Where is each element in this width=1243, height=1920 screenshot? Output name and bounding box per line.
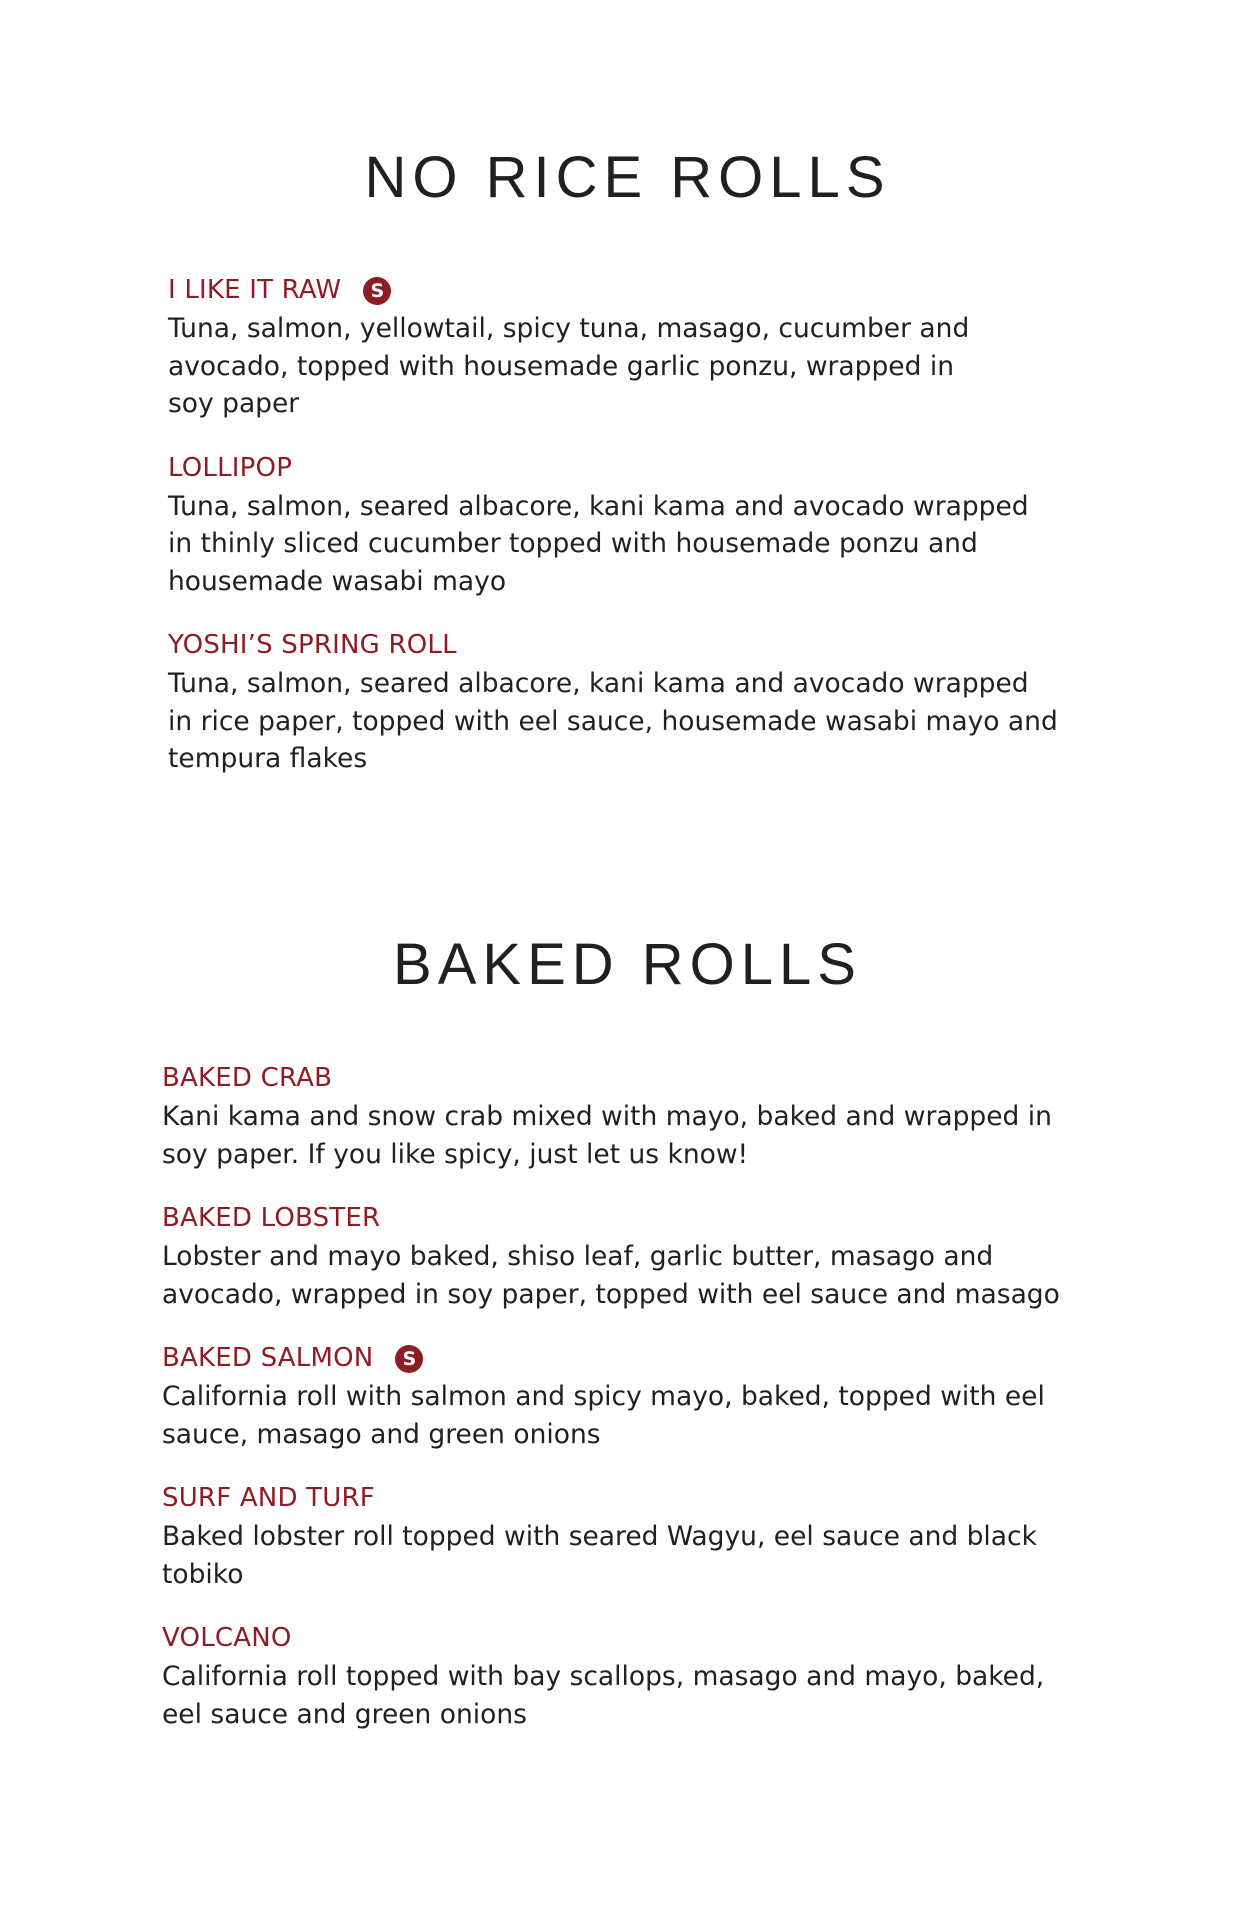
baked-rolls-section <box>0 925 1243 1758</box>
menu-item <box>168 270 1068 423</box>
section-title-no-rice-rolls: NO RICE ROLLS <box>364 145 891 210</box>
description-line: avocado, topped with housemade garlic ponzu, wrapped in <box>168 350 954 382</box>
baked-rolls-list <box>162 1058 1082 1733</box>
menu-item-header <box>162 1618 1082 1658</box>
menu-item-header <box>168 448 1068 488</box>
menu-item <box>162 1478 1082 1593</box>
description-line: Baked lobster roll topped with seared Wagyu, eel sauce and black <box>162 1521 1037 1552</box>
menu-item-name: I LIKE IT RAW <box>168 275 342 305</box>
description-line: Tuna, salmon, seared albacore, kani kama and avocado wrapped <box>168 668 1029 699</box>
spicy-icon: S <box>395 1345 423 1373</box>
menu-item-header <box>162 1198 1082 1238</box>
menu-item-description <box>162 1238 1082 1313</box>
menu-item-name: YOSHI’S SPRING ROLL <box>168 630 457 660</box>
description-line: Tuna, salmon, seared albacore, kani kama and avocado wrapped <box>168 490 1029 522</box>
menu-item-description <box>162 1658 1082 1733</box>
menu-item <box>168 625 1068 778</box>
description-line: California roll topped with bay scallops, masago and mayo, baked, <box>162 1661 1045 1692</box>
menu-item-header <box>162 1338 1082 1378</box>
description-line: tempura flakes <box>168 743 368 774</box>
menu-item-description <box>162 1098 1082 1173</box>
menu-item-name: VOLCANO <box>162 1623 292 1653</box>
spicy-icon: S <box>363 277 391 305</box>
menu-item-name: SURF AND TURF <box>162 1483 375 1513</box>
description-line: Tuna, salmon, yellowtail, spicy tuna, masago, cucumber and <box>168 313 970 344</box>
menu-item <box>162 1618 1082 1733</box>
menu-item <box>168 448 1068 601</box>
description-line: eel sauce and green onions <box>162 1698 527 1730</box>
menu-item-description <box>168 665 1068 778</box>
description-line: Lobster and mayo baked, shiso leaf, garlic butter, masago and <box>162 1241 994 1272</box>
description-line: avocado, wrapped in soy paper, topped with eel sauce and masago <box>162 1278 1060 1310</box>
description-line: soy paper <box>168 388 300 419</box>
menu-item-description <box>162 1518 1082 1593</box>
menu-item <box>162 1338 1082 1453</box>
menu-item-name: BAKED SALMON <box>162 1343 374 1373</box>
description-line: tobiko <box>162 1558 244 1590</box>
menu-item <box>162 1058 1082 1173</box>
menu-item-description <box>168 488 1068 601</box>
description-line: soy paper. If you like spicy, just let us know! <box>162 1138 749 1170</box>
menu-item-header <box>162 1058 1082 1098</box>
description-line: in thinly sliced cucumber topped with housemade ponzu and <box>168 528 978 559</box>
section-title-baked-rolls: BAKED ROLLS <box>393 932 862 997</box>
description-line: in rice paper, topped with eel sauce, housemade wasabi mayo and <box>168 705 1058 737</box>
menu-item-header <box>168 270 1068 310</box>
menu-item-description <box>168 310 1068 423</box>
menu-item <box>162 1198 1082 1313</box>
description-line: sauce, masago and green onions <box>162 1418 601 1450</box>
description-line: California roll with salmon and spicy mayo, baked, topped with eel <box>162 1381 1045 1412</box>
menu-item-name: BAKED LOBSTER <box>162 1203 381 1233</box>
menu-item-header <box>168 625 1068 665</box>
menu-item-name: BAKED CRAB <box>162 1063 333 1093</box>
no-rice-rolls-list <box>168 270 1068 778</box>
menu-item-description <box>162 1378 1082 1453</box>
menu-item-name: LOLLIPOP <box>168 452 293 483</box>
no-rice-rolls-section <box>0 138 1243 803</box>
description-line: housemade wasabi mayo <box>168 565 507 597</box>
menu-item-header <box>162 1478 1082 1518</box>
description-line: Kani kama and snow crab mixed with mayo, baked and wrapped in <box>162 1101 1052 1132</box>
